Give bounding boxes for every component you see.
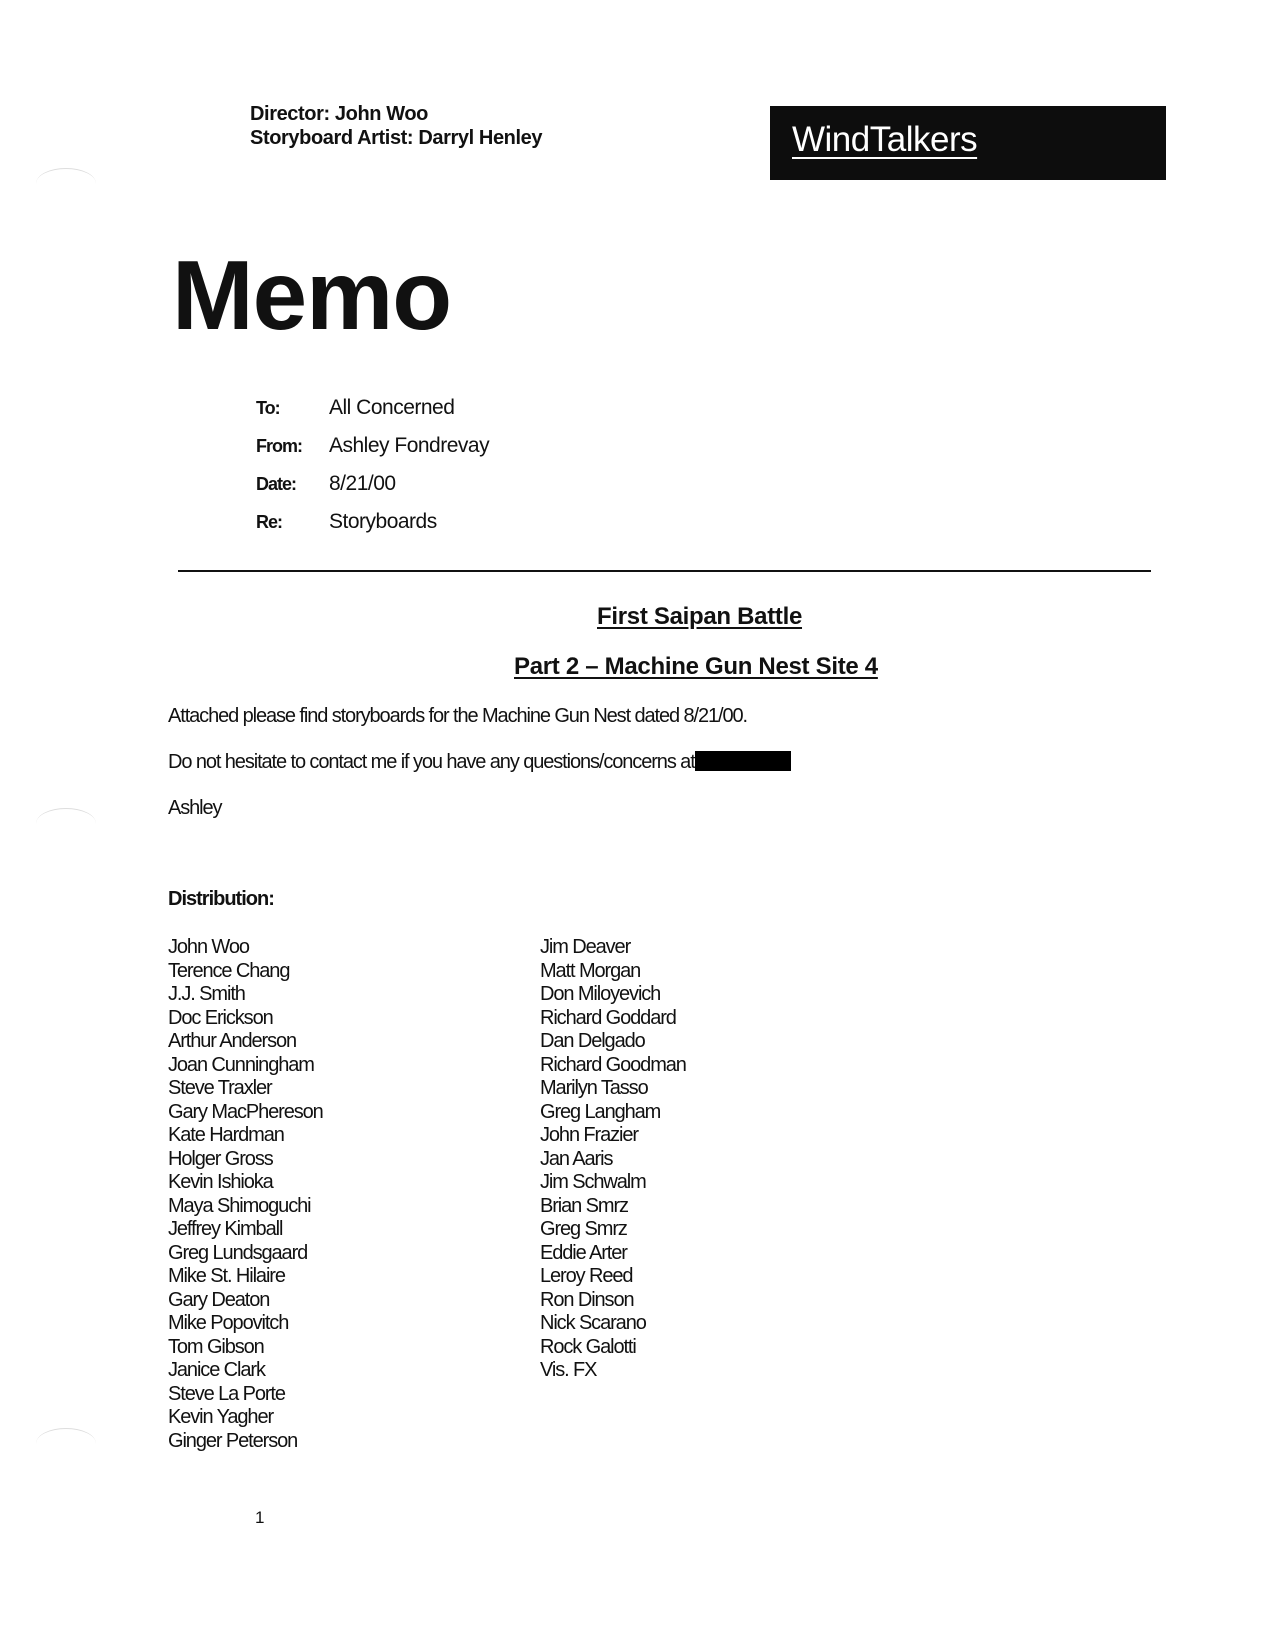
field-value: Ashley Fondrevay [329,434,490,457]
distribution-name: Rock Galotti [540,1335,636,1358]
distribution-name: Joan Cunningham [168,1053,314,1076]
body-paragraph-contact [168,751,791,774]
distribution-name: Kevin Ishioka [168,1171,273,1193]
scan-artifact [36,808,96,839]
signature: Ashley [168,797,222,819]
distribution-name: Terence Chang [168,959,290,982]
field-value: 8/21/00 [329,472,396,495]
distribution-name: Steve Traxler [168,1077,272,1099]
field-re [256,510,489,548]
distribution-name: J.J. Smith [168,983,245,1005]
distribution-name: Doc Erickson [168,1006,273,1029]
page-number: 1 [255,1508,265,1527]
distribution-name: Kate Hardman [168,1124,284,1146]
section-heading: First Saipan Battle [597,603,803,630]
distribution-name: Janice Clark [168,1359,265,1381]
field-value: All Concerned [329,396,455,419]
divider [178,570,1151,572]
field-from [256,434,489,472]
field-label: Date: [256,474,297,494]
distribution-name: Mike Popovitch [168,1312,289,1334]
scan-artifact [36,1428,96,1459]
distribution-name: Tom Gibson [168,1335,264,1358]
distribution-name: Gary MacPhereson [168,1100,323,1123]
distribution-column-2 [540,936,686,1383]
storyboard-artist-line: Storyboard Artist: Darryl Henley [250,127,543,149]
distribution-name: Ron Dinson [540,1288,634,1311]
distribution-name: Marilyn Tasso [540,1077,648,1099]
field-date [256,472,489,510]
field-to [256,396,489,434]
distribution-name: Gary Deaton [168,1288,270,1311]
brand-banner [770,106,1166,180]
distribution-name: Leroy Reed [540,1265,633,1287]
distribution-name: Dan Delgado [540,1030,645,1052]
distribution-name: Kevin Yagher [168,1406,274,1428]
distribution-column-1 [168,936,323,1453]
distribution-name: Jim Deaver [540,936,631,958]
field-value: Storyboards [329,510,437,533]
distribution-name: John Frazier [540,1124,638,1146]
distribution-name: Jan Aaris [540,1147,613,1170]
distribution-name: Brian Smrz [540,1194,628,1217]
distribution-name: John Woo [168,936,249,958]
contact-text: Do not hesitate to contact me if you have any questions/concerns at [168,751,695,773]
distribution-name: Greg Smrz [540,1218,627,1240]
body-paragraph: Attached please find storyboards for the Machine Gun Nest dated 8/21/00. [168,705,747,727]
distribution-name: Greg Lundsgaard [168,1241,308,1264]
redaction-block [695,751,791,771]
distribution-label: Distribution: [168,888,274,910]
field-label: To: [256,398,280,418]
distribution-name: Ginger Peterson [168,1429,298,1452]
distribution-name: Richard Goodman [540,1053,686,1076]
distribution-name: Jeffrey Kimball [168,1218,283,1240]
distribution-name: Richard Goddard [540,1006,676,1029]
distribution-name: Nick Scarano [540,1312,646,1334]
distribution-name: Steve La Porte [168,1382,285,1405]
distribution-name: Arthur Anderson [168,1030,297,1052]
section-subheading: Part 2 – Machine Gun Nest Site 4 [514,653,878,680]
credits-block [250,102,542,150]
distribution-name: Holger Gross [168,1147,273,1170]
distribution-name: Greg Langham [540,1100,661,1123]
scan-artifact [36,168,96,199]
distribution-name: Eddie Arter [540,1241,627,1264]
distribution-name: Jim Schwalm [540,1171,646,1193]
distribution-name: Don Miloyevich [540,983,661,1005]
distribution-name: Vis. FX [540,1359,597,1381]
brand-logo-text: WindTalkers [792,120,978,159]
field-label: Re: [256,512,283,532]
memo-title: Memo [172,240,452,350]
distribution-name: Maya Shimoguchi [168,1194,311,1217]
distribution-name: Mike St. Hilaire [168,1265,285,1287]
field-label: From: [256,436,302,456]
director-line: Director: John Woo [250,103,428,125]
distribution-name: Matt Morgan [540,959,641,982]
memo-fields [256,396,489,548]
